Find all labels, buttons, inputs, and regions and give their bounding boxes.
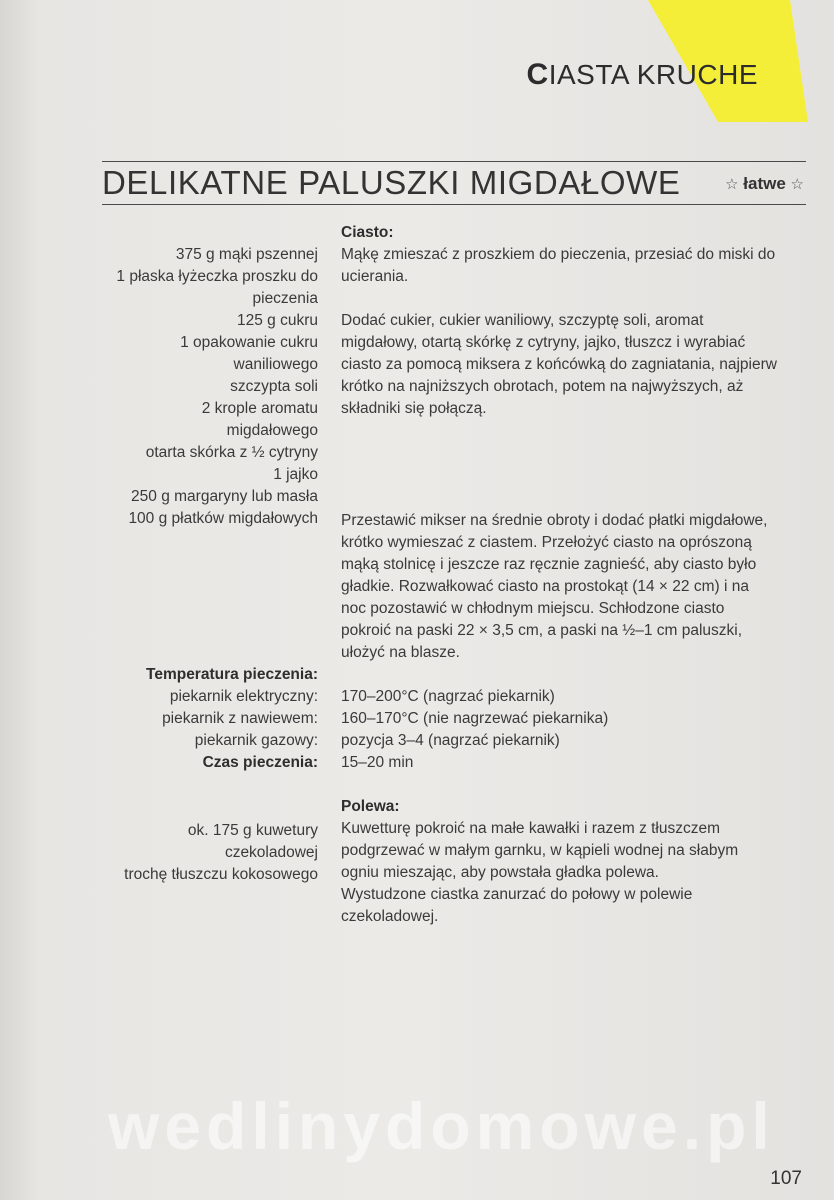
section-title-initial: C <box>526 58 549 91</box>
dough-method-step-2 <box>341 310 811 420</box>
oven-label: piekarnik gazowy: <box>194 732 318 749</box>
ingredient-line: 1 płaska łyżeczka proszku do <box>116 268 318 285</box>
ingredient-line: 1 opakowanie cukru <box>180 334 318 351</box>
method-line: mąką stolnicę i jeszcze raz ręcznie zagnieść, aby ciasto było <box>341 556 757 573</box>
method-line: Kuwetturę pokroić na małe kawałki i razem z tłuszczem <box>341 820 721 837</box>
ingredient-line: waniliowego <box>233 356 318 373</box>
glaze-ingredients-list <box>95 820 318 886</box>
page-number: 107 <box>770 1168 802 1189</box>
oven-value: 160–170°C (nie nagrzewać piekarnika) <box>341 710 609 727</box>
baking-values <box>341 686 811 774</box>
method-line: ciasto za pomocą miksera z końcówką do zagniatania, najpierw <box>341 356 777 373</box>
method-line: ogniu mieszając, aby powstała gładka polewa. <box>341 864 659 881</box>
ingredient-line: 100 g płatków migdałowych <box>128 510 318 527</box>
ingredient-line: ok. 175 g kuwetury <box>187 822 318 839</box>
section-title-rest: IASTA KRUCHE <box>548 59 758 90</box>
glaze-method <box>341 796 811 928</box>
ingredient-line: otarta skórka z ½ cytryny <box>145 444 318 461</box>
oven-label: piekarnik z nawiewem: <box>162 710 318 727</box>
method-line: krótko wymieszać z ciastem. Przełożyć ciasto na oprószoną <box>341 534 752 551</box>
temperature-heading: Temperatura pieczenia: <box>146 666 318 683</box>
ingredient-line: 375 g mąki pszennej <box>175 246 318 263</box>
star-icon: ☆ <box>725 176 739 193</box>
difficulty-label <box>725 174 804 194</box>
oven-value: 170–200°C (nagrzać piekarnik) <box>341 688 555 705</box>
dough-ingredients-list <box>95 244 318 530</box>
method-line: pokroić na paski 22 × 3,5 cm, a paski na ½–1 cm paluszki, <box>341 622 743 639</box>
method-line: migdałowy, otartą skórkę z cytryny, jajko, tłuszcz i wyrabiać <box>341 334 746 351</box>
ingredient-line: pieczenia <box>252 290 318 307</box>
title-rule-top <box>102 161 806 162</box>
method-line: czekoladowej. <box>341 908 439 925</box>
method-line: gładkie. Rozwałkować ciasto na prostokąt (14 × 22 cm) i na <box>341 578 749 595</box>
ingredient-line: 2 krople aromatu <box>201 400 318 417</box>
recipe-title: DELIKATNE PALUSZKI MIGDAŁOWE <box>102 164 681 201</box>
ingredient-line: trochę tłuszczu kokosowego <box>124 866 318 883</box>
method-line: Przestawić mikser na średnie obroty i dodać płatki migdałowe, <box>341 512 768 529</box>
baking-labels <box>95 664 318 774</box>
watermark: wedlinydomowe.pl <box>108 1089 775 1163</box>
dough-method <box>341 222 811 288</box>
glaze-heading: Polewa: <box>341 798 400 815</box>
star-icon: ☆ <box>790 176 804 193</box>
method-line: noc pozostawić w chłodnym miejscu. Schłodzone ciasto <box>341 600 725 617</box>
title-rule-bottom <box>102 204 806 205</box>
baking-time-value: 15–20 min <box>341 754 414 771</box>
difficulty-text: łatwe <box>743 174 786 193</box>
oven-label: piekarnik elektryczny: <box>169 688 318 705</box>
section-title <box>527 58 758 92</box>
method-line: Mąkę zmieszać z proszkiem do pieczenia, przesiać do miski do <box>341 246 776 263</box>
baking-time-heading: Czas pieczenia: <box>202 754 318 771</box>
oven-value: pozycja 3–4 (nagrzać piekarnik) <box>341 732 560 749</box>
ingredient-line: 250 g margaryny lub masła <box>131 488 318 505</box>
method-line: Dodać cukier, cukier waniliowy, szczyptę soli, aromat <box>341 312 704 329</box>
method-line: ułożyć na blasze. <box>341 644 460 661</box>
dough-heading: Ciasto: <box>341 224 394 241</box>
ingredient-line: szczypta soli <box>230 378 318 395</box>
method-line: składniki się połączą. <box>341 400 487 417</box>
method-line: ucierania. <box>341 268 409 285</box>
ingredient-line: migdałowego <box>226 422 318 439</box>
method-line: krótko na najniższych obrotach, potem na najwyższych, aż <box>341 378 744 395</box>
ingredient-line: czekoladowej <box>224 844 318 861</box>
method-line: podgrzewać w małym garnku, w kąpieli wodnej na słabym <box>341 842 739 859</box>
ingredient-line: 125 g cukru <box>237 312 318 329</box>
method-line: Wystudzone ciastka zanurzać do połowy w polewie <box>341 886 693 903</box>
dough-method-step-3 <box>341 510 811 664</box>
ingredient-line: 1 jajko <box>273 466 318 483</box>
